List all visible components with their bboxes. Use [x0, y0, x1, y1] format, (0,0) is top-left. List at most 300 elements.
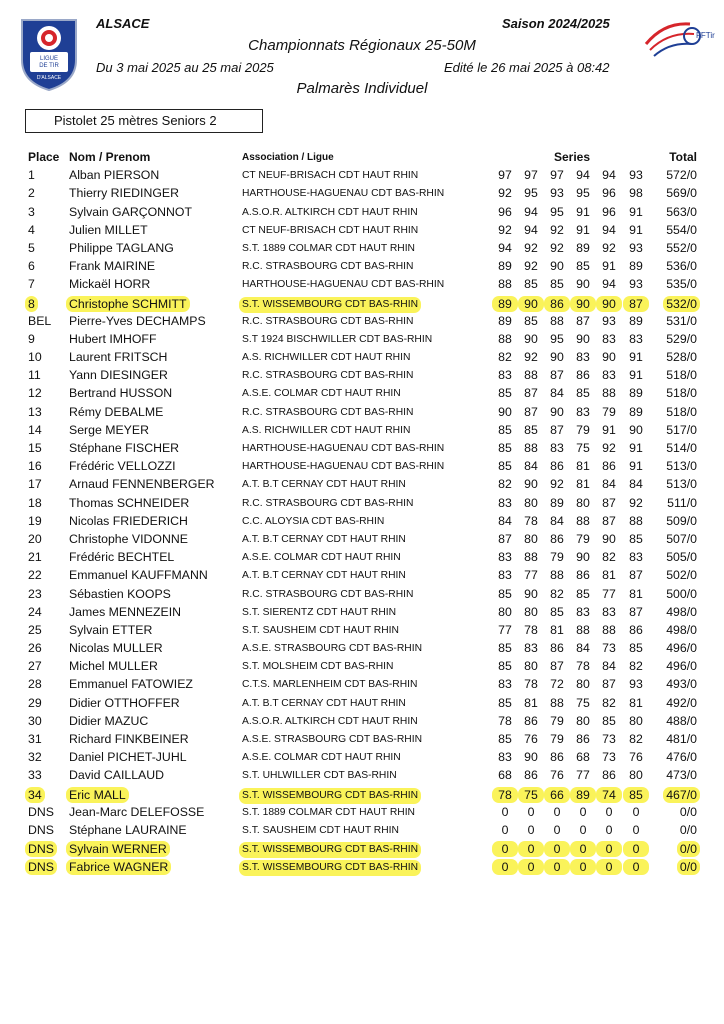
row-series-score: 80 — [524, 659, 538, 674]
row-series-score: 90 — [576, 550, 590, 565]
row-series-score: 85 — [498, 732, 512, 746]
season-label: Saison 2024/2025 — [502, 16, 610, 31]
row-series-score: 97 — [498, 168, 512, 183]
row-series-score: 83 — [602, 368, 616, 383]
row-place: 26 — [28, 641, 42, 656]
row-name: Laurent FRITSCH — [69, 350, 168, 365]
row-place: 20 — [28, 531, 42, 546]
row-series-score: 86 — [524, 768, 538, 783]
region-label: ALSACE — [96, 16, 150, 31]
row-series-score: 86 — [576, 732, 590, 746]
row-series-score: 88 — [550, 568, 564, 583]
row-series-score: 92 — [550, 240, 564, 255]
row-series-score: 82 — [550, 586, 564, 601]
row-series-score: 82 — [602, 550, 616, 565]
row-name: Frédéric VELLOZZI — [69, 459, 176, 474]
row-series-score: 87 — [576, 313, 590, 328]
row-series-score: 80 — [524, 604, 538, 619]
row-series-score: 89 — [629, 259, 643, 274]
row-series-score: 91 — [629, 459, 643, 474]
row-series-score: 73 — [602, 641, 616, 656]
row-name: Alban PIERSON — [69, 168, 160, 183]
row-series-score: 79 — [602, 404, 616, 419]
row-series-score: 90 — [602, 350, 616, 365]
row-series-score: 0 — [553, 804, 561, 819]
row-series-score: 88 — [602, 622, 616, 637]
row-association: C.C. ALOYSIA CDT BAS-RHIN — [242, 515, 385, 527]
row-series-score: 85 — [524, 277, 538, 292]
row-total: 498/0 — [666, 604, 697, 619]
row-association: R.C. STRASBOURG CDT BAS-RHIN — [242, 588, 414, 600]
row-place: 12 — [28, 386, 42, 401]
row-place: 8 — [25, 296, 38, 312]
row-series-score: 90 — [518, 296, 544, 312]
row-series-score: 85 — [498, 659, 512, 674]
row-series-score: 92 — [524, 259, 538, 274]
row-series-score: 86 — [576, 568, 590, 583]
row-series-score: 84 — [524, 459, 538, 474]
table-row — [0, 166, 724, 184]
row-series-score: 85 — [550, 277, 564, 292]
row-series-score: 95 — [524, 186, 538, 201]
row-series-score: 81 — [629, 695, 643, 710]
row-place: 5 — [28, 240, 35, 255]
row-series-score: 84 — [498, 513, 512, 528]
row-name: Sébastien KOOPS — [69, 586, 171, 601]
row-association: R.C. STRASBOURG CDT BAS-RHIN — [242, 497, 414, 509]
row-name: Fabrice WAGNER — [66, 859, 171, 875]
row-name: Julien MILLET — [69, 222, 148, 237]
row-total: 529/0 — [666, 331, 697, 346]
row-place: 9 — [28, 331, 35, 346]
row-series-score: 86 — [544, 296, 570, 312]
row-name: Pierre-Yves DECHAMPS — [69, 313, 206, 328]
row-place: 34 — [25, 787, 45, 803]
table-row — [0, 457, 724, 475]
row-series-score: 87 — [550, 659, 564, 674]
event-title: Pistolet 25 mètres Seniors 2 — [25, 109, 263, 133]
row-name: Emmanuel FATOWIEZ — [69, 677, 193, 692]
table-header — [0, 148, 724, 166]
row-total: 507/0 — [666, 531, 697, 546]
row-place: 10 — [28, 350, 42, 365]
row-series-score: 79 — [550, 713, 564, 728]
row-series-score: 96 — [602, 204, 616, 219]
row-series-score: 92 — [629, 495, 643, 510]
row-series-score: 90 — [550, 259, 564, 274]
row-series-score: 91 — [576, 222, 590, 237]
row-series-score: 87 — [550, 422, 564, 437]
row-series-score: 0 — [579, 822, 587, 837]
row-series-score: 80 — [498, 604, 512, 619]
row-place: 32 — [28, 750, 42, 765]
row-series-score: 85 — [498, 586, 512, 601]
row-total: 496/0 — [666, 659, 697, 674]
row-series-score: 92 — [498, 222, 512, 237]
row-total: 0/0 — [679, 804, 697, 819]
row-total: 467/0 — [663, 787, 700, 803]
row-series-score: 94 — [602, 277, 616, 292]
table-row — [0, 366, 724, 384]
row-series-score: 0 — [544, 841, 570, 857]
row-total: 509/0 — [666, 513, 697, 528]
row-association: A.T. B.T CERNAY CDT HAUT RHIN — [242, 570, 406, 582]
row-total: 0/0 — [679, 822, 697, 837]
date-range: Du 3 mai 2025 au 25 mai 2025 — [96, 60, 274, 75]
row-total: 535/0 — [666, 277, 697, 292]
row-series-score: 92 — [602, 240, 616, 255]
row-total: 511/0 — [667, 495, 697, 510]
table-row — [0, 748, 724, 766]
row-total: 476/0 — [666, 750, 697, 765]
row-name: Sylvain ETTER — [69, 622, 153, 637]
row-series-score: 87 — [623, 296, 649, 312]
row-association: S.T. WISSEMBOURG CDT BAS-RHIN — [239, 860, 421, 876]
row-series-score: 78 — [492, 787, 518, 803]
svg-text:DE TIR: DE TIR — [39, 63, 59, 69]
row-series-score: 82 — [629, 732, 643, 746]
row-series-score: 75 — [576, 441, 590, 455]
row-total: 531/0 — [666, 313, 697, 328]
row-series-score: 83 — [498, 568, 512, 583]
row-association: S.T 1924 BISCHWILLER CDT BAS-RHIN — [242, 333, 433, 345]
row-association: A.T. B.T CERNAY CDT HAUT RHIN — [242, 533, 406, 545]
row-series-score: 85 — [498, 386, 512, 401]
table-row — [0, 657, 724, 675]
row-association: S.T. MOLSHEIM CDT BAS-RHIN — [242, 661, 394, 673]
table-row — [0, 530, 724, 548]
row-series-score: 84 — [550, 513, 564, 528]
row-place: 18 — [28, 495, 42, 510]
row-name: Daniel PICHET-JUHL — [69, 750, 187, 765]
row-series-score: 0 — [605, 822, 613, 837]
table-row — [0, 766, 724, 784]
row-series-score: 88 — [576, 513, 590, 528]
row-series-score: 85 — [498, 441, 512, 455]
row-total: 518/0 — [666, 404, 697, 419]
row-series-score: 85 — [498, 695, 512, 710]
row-association: S.T. UHLWILLER CDT BAS-RHIN — [242, 770, 397, 782]
row-series-score: 68 — [576, 750, 590, 765]
row-series-score: 73 — [602, 732, 616, 746]
row-series-score: 75 — [518, 787, 544, 803]
row-series-score: 89 — [629, 386, 643, 401]
row-series-score: 90 — [524, 331, 538, 346]
row-series-score: 80 — [576, 713, 590, 728]
row-association: HARTHOUSE-HAGUENAU CDT BAS-RHIN — [242, 279, 445, 291]
table-row — [0, 384, 724, 402]
table-row — [0, 512, 724, 530]
col-series-header: Series — [554, 150, 591, 164]
row-series-score: 83 — [524, 641, 538, 656]
row-series-score: 78 — [524, 622, 538, 637]
row-place: 14 — [28, 422, 42, 437]
row-association: A.T. B.T CERNAY CDT HAUT RHIN — [242, 479, 406, 491]
row-series-score: 76 — [524, 732, 538, 746]
row-association: CT NEUF-BRISACH CDT HAUT RHIN — [242, 224, 419, 236]
row-series-score: 83 — [602, 604, 616, 619]
row-series-score: 83 — [576, 404, 590, 419]
row-association: S.T. SAUSHEIM CDT HAUT RHIN — [242, 624, 399, 636]
row-series-score: 0 — [527, 804, 535, 819]
table-row — [0, 475, 724, 493]
page-title: Championnats Régionaux 25-50M — [248, 37, 476, 54]
row-association: S.T. WISSEMBOURG CDT BAS-RHIN — [239, 297, 421, 313]
row-series-score: 76 — [629, 750, 643, 765]
row-series-score: 68 — [498, 768, 512, 783]
row-total: 481/0 — [666, 732, 697, 746]
row-series-score: 85 — [623, 787, 649, 803]
row-series-score: 82 — [602, 695, 616, 710]
row-series-score: 82 — [629, 659, 643, 674]
row-series-score: 0 — [518, 859, 544, 875]
row-series-score: 90 — [524, 586, 538, 601]
row-place: 28 — [28, 677, 42, 692]
row-series-score: 79 — [550, 550, 564, 565]
row-association: A.S.E. STRASBOURG CDT BAS-RHIN — [242, 734, 423, 745]
row-series-score: 97 — [550, 168, 564, 183]
row-series-score: 83 — [498, 677, 512, 692]
row-series-score: 88 — [602, 386, 616, 401]
row-series-score: 85 — [629, 641, 643, 656]
row-place: BEL — [28, 313, 52, 328]
row-association: C.T.S. MARLENHEIM CDT BAS-RHIN — [242, 679, 418, 691]
row-series-score: 81 — [524, 695, 538, 710]
row-place: 31 — [28, 732, 42, 746]
row-series-score: 90 — [550, 350, 564, 365]
row-series-score: 85 — [629, 531, 643, 546]
row-place: DNS — [25, 859, 57, 875]
row-series-score: 85 — [576, 586, 590, 601]
row-series-score: 80 — [629, 713, 643, 728]
row-name: Sylvain GARÇONNOT — [69, 204, 192, 219]
row-total: 528/0 — [666, 350, 697, 365]
row-series-score: 92 — [524, 350, 538, 365]
row-series-score: 90 — [576, 331, 590, 346]
row-series-score: 88 — [550, 313, 564, 328]
table-row — [0, 566, 724, 584]
col-name-header: Nom / Prenom — [69, 150, 151, 164]
table-row — [0, 294, 724, 312]
row-series-score: 83 — [629, 331, 643, 346]
row-name: Richard FINKBEINER — [69, 732, 189, 746]
row-series-score: 94 — [524, 204, 538, 219]
table-row — [0, 312, 724, 330]
row-series-score: 90 — [570, 296, 596, 312]
row-series-score: 84 — [550, 386, 564, 401]
row-series-score: 77 — [602, 586, 616, 601]
row-series-score: 77 — [498, 622, 512, 637]
row-series-score: 88 — [524, 550, 538, 565]
row-name: Christophe VIDONNE — [69, 531, 188, 546]
row-series-score: 86 — [550, 641, 564, 656]
row-series-score: 81 — [576, 477, 590, 492]
row-series-score: 90 — [602, 531, 616, 546]
row-association: A.S.E. STRASBOURG CDT BAS-RHIN — [242, 643, 423, 655]
row-series-score: 78 — [576, 659, 590, 674]
row-name: Arnaud FENNENBERGER — [69, 477, 215, 492]
row-series-score: 0 — [527, 822, 535, 837]
row-series-score: 90 — [524, 477, 538, 492]
row-name: Thomas SCHNEIDER — [69, 495, 190, 510]
row-series-score: 0 — [492, 841, 518, 857]
row-total: 488/0 — [666, 713, 697, 728]
row-series-score: 75 — [576, 695, 590, 710]
row-series-score: 93 — [629, 240, 643, 255]
row-total: 496/0 — [666, 641, 697, 656]
row-series-score: 77 — [576, 768, 590, 783]
row-series-score: 0 — [623, 859, 649, 875]
row-series-score: 89 — [570, 787, 596, 803]
row-series-score: 0 — [501, 804, 509, 819]
row-series-score: 80 — [524, 495, 538, 510]
row-series-score: 0 — [579, 804, 587, 819]
row-name: Nicolas FRIEDERICH — [69, 513, 188, 528]
table-row — [0, 857, 724, 875]
row-association: S.T. 1889 COLMAR CDT HAUT RHIN — [242, 806, 415, 818]
row-series-score: 80 — [576, 495, 590, 510]
row-total: 498/0 — [666, 622, 697, 637]
row-association: S.T. WISSEMBOURG CDT BAS-RHIN — [239, 842, 421, 858]
row-series-score: 92 — [602, 441, 616, 455]
table-row — [0, 330, 724, 348]
row-series-score: 84 — [602, 477, 616, 492]
table-row — [0, 439, 724, 457]
row-total: 514/0 — [666, 441, 697, 455]
row-series-score: 82 — [498, 477, 512, 492]
row-series-score: 83 — [498, 368, 512, 383]
row-series-score: 88 — [524, 368, 538, 383]
row-name: Emmanuel KAUFFMANN — [69, 568, 208, 583]
row-place: 11 — [28, 368, 41, 383]
row-series-score: 91 — [629, 350, 643, 365]
row-series-score: 86 — [550, 750, 564, 765]
row-series-score: 87 — [550, 368, 564, 383]
row-series-score: 80 — [576, 677, 590, 692]
row-series-score: 89 — [576, 240, 590, 255]
row-name: Didier MAZUC — [69, 713, 149, 728]
table-row — [0, 239, 724, 257]
table-row — [0, 839, 724, 857]
row-series-score: 77 — [524, 568, 538, 583]
row-series-score: 98 — [629, 186, 643, 201]
row-association: HARTHOUSE-HAGUENAU CDT BAS-RHIN — [242, 443, 445, 454]
row-series-score: 86 — [550, 531, 564, 546]
row-name: Rémy DEBALME — [69, 404, 164, 419]
row-place: 24 — [28, 604, 42, 619]
row-series-score: 85 — [498, 641, 512, 656]
table-row — [0, 694, 724, 712]
row-name: Hubert IMHOFF — [69, 331, 157, 346]
table-row — [0, 421, 724, 439]
row-series-score: 94 — [602, 222, 616, 237]
row-place: 17 — [28, 477, 42, 492]
row-series-score: 83 — [498, 495, 512, 510]
row-total: 532/0 — [663, 296, 700, 312]
row-series-score: 83 — [576, 604, 590, 619]
row-total: 0/0 — [677, 859, 700, 875]
row-series-score: 95 — [550, 331, 564, 346]
row-series-score: 92 — [524, 240, 538, 255]
row-place: DNS — [28, 804, 54, 819]
row-place: 1 — [28, 168, 35, 183]
row-name: Nicolas MULLER — [69, 641, 163, 656]
svg-text:LIGUE: LIGUE — [39, 56, 59, 62]
table-row — [0, 494, 724, 512]
row-series-score: 86 — [629, 622, 643, 637]
row-series-score: 94 — [576, 168, 590, 183]
row-total: 473/0 — [666, 768, 697, 783]
row-series-score: 95 — [576, 186, 590, 201]
row-series-score: 66 — [544, 787, 570, 803]
row-name: Stéphane FISCHER — [69, 441, 180, 455]
row-total: 569/0 — [666, 186, 697, 201]
row-series-score: 83 — [602, 331, 616, 346]
row-place: 23 — [28, 586, 42, 601]
row-series-score: 90 — [524, 750, 538, 765]
row-series-score: 88 — [498, 331, 512, 346]
row-association: S.T. SIERENTZ CDT HAUT RHIN — [242, 606, 397, 618]
row-series-score: 0 — [518, 841, 544, 857]
row-series-score: 0 — [632, 822, 640, 837]
row-place: 25 — [28, 622, 42, 637]
row-series-score: 85 — [524, 422, 538, 437]
row-series-score: 0 — [596, 859, 622, 875]
row-association: A.S.E. COLMAR CDT HAUT RHIN — [242, 752, 401, 764]
row-series-score: 83 — [576, 350, 590, 365]
row-series-score: 87 — [524, 386, 538, 401]
row-series-score: 90 — [629, 422, 643, 437]
row-series-score: 89 — [550, 495, 564, 510]
row-series-score: 92 — [550, 477, 564, 492]
row-association: A.S.E. COLMAR CDT HAUT RHIN — [242, 388, 401, 400]
row-series-score: 80 — [524, 531, 538, 546]
row-series-score: 84 — [576, 641, 590, 656]
row-series-score: 76 — [550, 768, 564, 783]
row-place: 21 — [28, 550, 42, 565]
row-name: Stéphane LAURAINE — [69, 822, 187, 837]
row-series-score: 85 — [576, 386, 590, 401]
row-association: A.S. RICHWILLER CDT HAUT RHIN — [242, 424, 411, 436]
row-name: Eric MALL — [66, 787, 129, 803]
row-association: HARTHOUSE-HAGUENAU CDT BAS-RHIN — [242, 188, 445, 200]
row-series-score: 74 — [596, 787, 622, 803]
row-series-score: 90 — [596, 296, 622, 312]
row-series-score: 87 — [498, 531, 512, 546]
row-series-score: 94 — [498, 240, 512, 255]
table-row — [0, 712, 724, 730]
svg-text:FFTir: FFTir — [696, 31, 715, 40]
row-total: 492/0 — [666, 695, 697, 710]
row-place: 29 — [28, 695, 42, 710]
row-place: 19 — [28, 513, 42, 528]
row-association: R.C. STRASBOURG CDT BAS-RHIN — [242, 261, 414, 273]
row-series-score: 89 — [498, 259, 512, 274]
row-series-score: 84 — [602, 659, 616, 674]
row-series-score: 93 — [602, 313, 616, 328]
row-series-score: 89 — [629, 404, 643, 419]
row-place: 27 — [28, 659, 42, 674]
row-name: James MENNEZEIN — [69, 604, 182, 619]
row-series-score: 94 — [602, 168, 616, 183]
row-series-score: 91 — [629, 441, 643, 455]
row-series-score: 87 — [602, 513, 616, 528]
row-name: Frédéric BECHTEL — [69, 550, 175, 565]
row-series-score: 85 — [498, 422, 512, 437]
row-series-score: 90 — [498, 404, 512, 419]
row-series-score: 80 — [629, 768, 643, 783]
row-series-score: 0 — [553, 822, 561, 837]
